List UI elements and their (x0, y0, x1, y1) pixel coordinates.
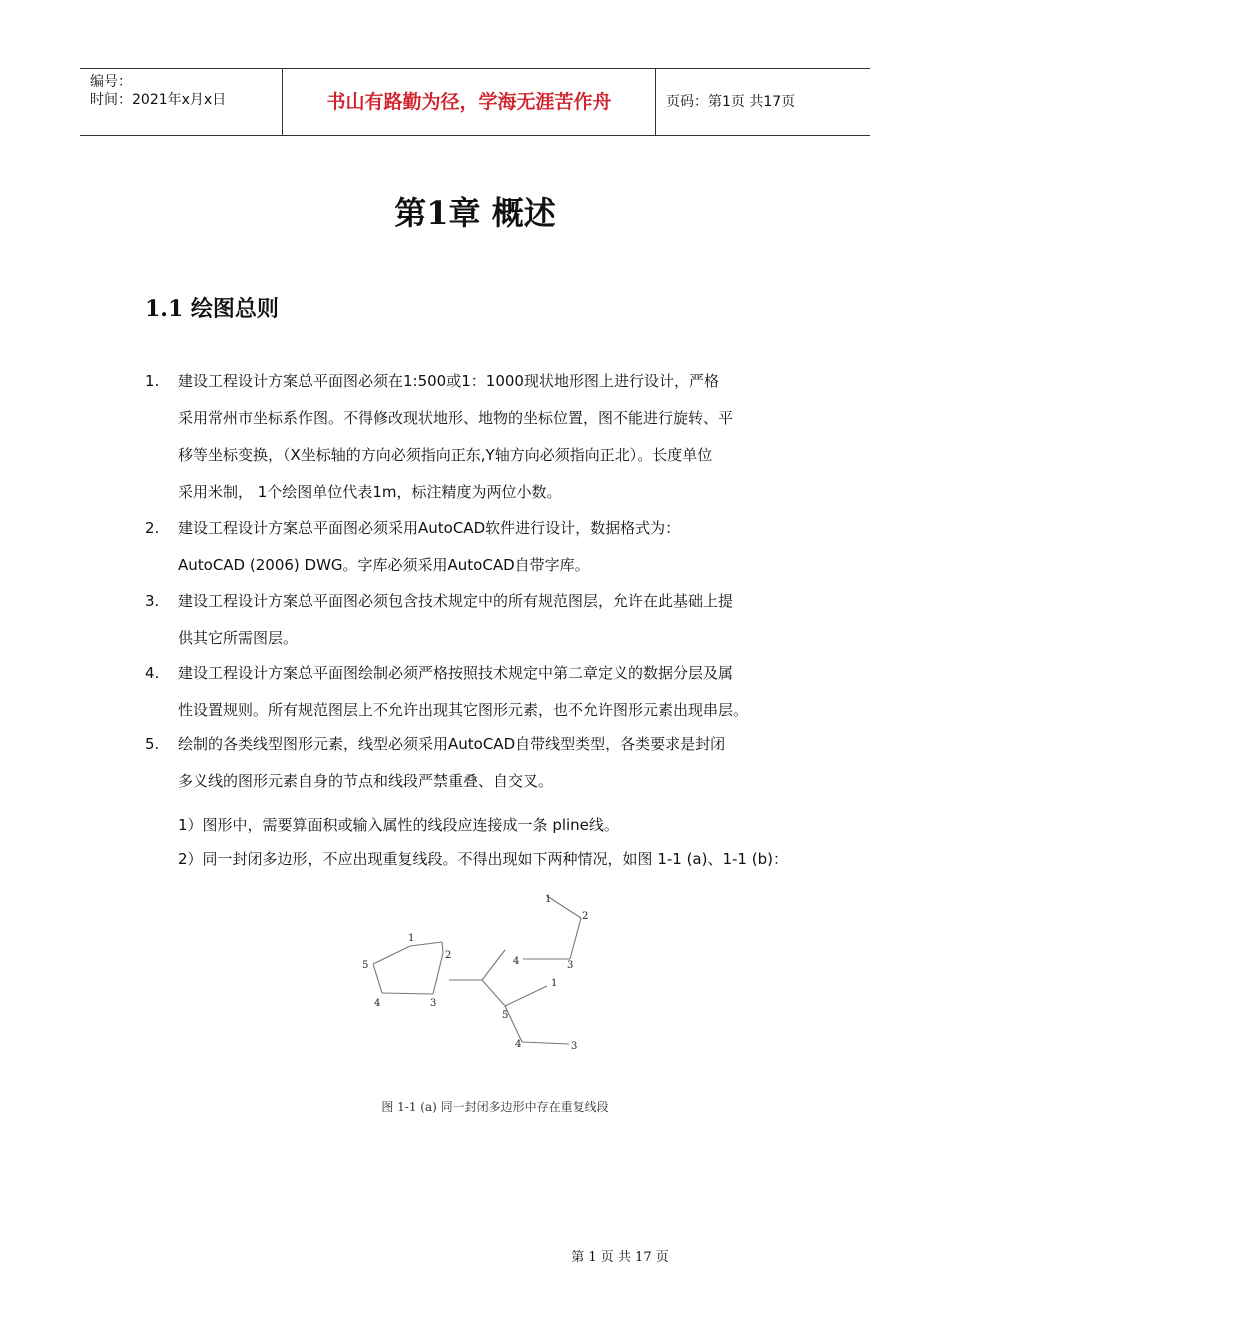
figure-label: 3 (430, 998, 437, 1009)
list-item-number: 2. (145, 519, 160, 537)
figure-label: 5 (502, 1010, 509, 1021)
figure-1-1 (362, 886, 590, 1052)
header-meta (80, 69, 282, 135)
list-item-number: 1. (145, 372, 160, 390)
sub-item: 2）同一封闭多边形，不应出现重复线段。不得出现如下两种情况，如图 1-1 (a)、1-1 (b)： (178, 850, 788, 868)
list-item-line: 采用米制， 1个绘图单位代表1m，标注精度为两位小数。 (178, 483, 562, 501)
list-item-line: 多义线的图形元素自身的节点和线段严禁重叠、自交叉。 (178, 772, 554, 790)
page-footer: 第 1 页 共 17 页 (571, 1250, 669, 1265)
figure-label: 4 (374, 998, 381, 1009)
list-item-number: 3. (145, 592, 160, 610)
figure-label: 1 (408, 933, 415, 944)
list-item-line: 性设置规则。所有规范图层上不允许出现其它图形元素，也不允许图形元素出现串层。 (178, 701, 749, 719)
list-item-line: 建设工程设计方案总平面图必须在1:500或1：1000现状地形图上进行设计，严格 (178, 372, 719, 390)
list-item-line: 建设工程设计方案总平面图必须采用AutoCAD软件进行设计，数据格式为： (178, 519, 681, 537)
figure-label: 2 (445, 950, 452, 961)
list-item-line: 供其它所需图层。 (178, 629, 299, 647)
figure-label: 4 (515, 1039, 522, 1050)
header-page: 页码：第1页 共17页 (666, 94, 796, 110)
figure-label: 3 (567, 960, 574, 971)
list-item-line: 移等坐标变换，（X坐标轴的方向必须指向正东,Y轴方向必须指向正北）。长度单位 (178, 446, 713, 464)
list-item-line: AutoCAD (2006) DWG。字库必须采用AutoCAD自带字库。 (178, 556, 590, 574)
list-item-number: 4. (145, 664, 160, 682)
list-item-line: 绘制的各类线型图形元素，线型必须采用AutoCAD自带线型类型，各类要求是封闭 (178, 735, 726, 753)
list-item-number: 5. (145, 735, 160, 753)
figure-label: 3 (571, 1041, 578, 1052)
figure-label: 4 (513, 956, 520, 967)
figure-caption: 图 1-1 (a) 同一封闭多边形中存在重复线段 (381, 1100, 609, 1114)
figure-label: 1 (551, 978, 558, 989)
figure-label: 5 (362, 960, 369, 971)
header-motto: 书山有路勤为径，学海无涯苦作舟 (282, 69, 656, 135)
figure-label: 2 (582, 911, 589, 922)
header-number: 编号： (90, 74, 132, 90)
chapter-title: 第1章 概述 (394, 194, 556, 232)
list-item-line: 建设工程设计方案总平面图必须包含技术规定中的所有规范图层，允许在此基础上提 (178, 592, 734, 610)
section-title: 1.1 绘图总则 (145, 296, 279, 322)
list-item-line: 建设工程设计方案总平面图绘制必须严格按照技术规定中第二章定义的数据分层及属 (178, 664, 734, 682)
header-date: 时间：2021年x月x日 (90, 92, 227, 108)
figure-b-polyline (449, 894, 588, 1052)
sub-item: 1）图形中，需要算面积或输入属性的线段应连接成一条 pline线。 (178, 816, 619, 834)
list-item-line: 采用常州市坐标系作图。不得修改现状地形、地物的坐标位置，图不能进行旋转、平 (178, 409, 734, 427)
figure-a-pentagon (362, 933, 451, 1009)
page-header (80, 68, 870, 136)
figure-label: 1 (545, 894, 552, 905)
